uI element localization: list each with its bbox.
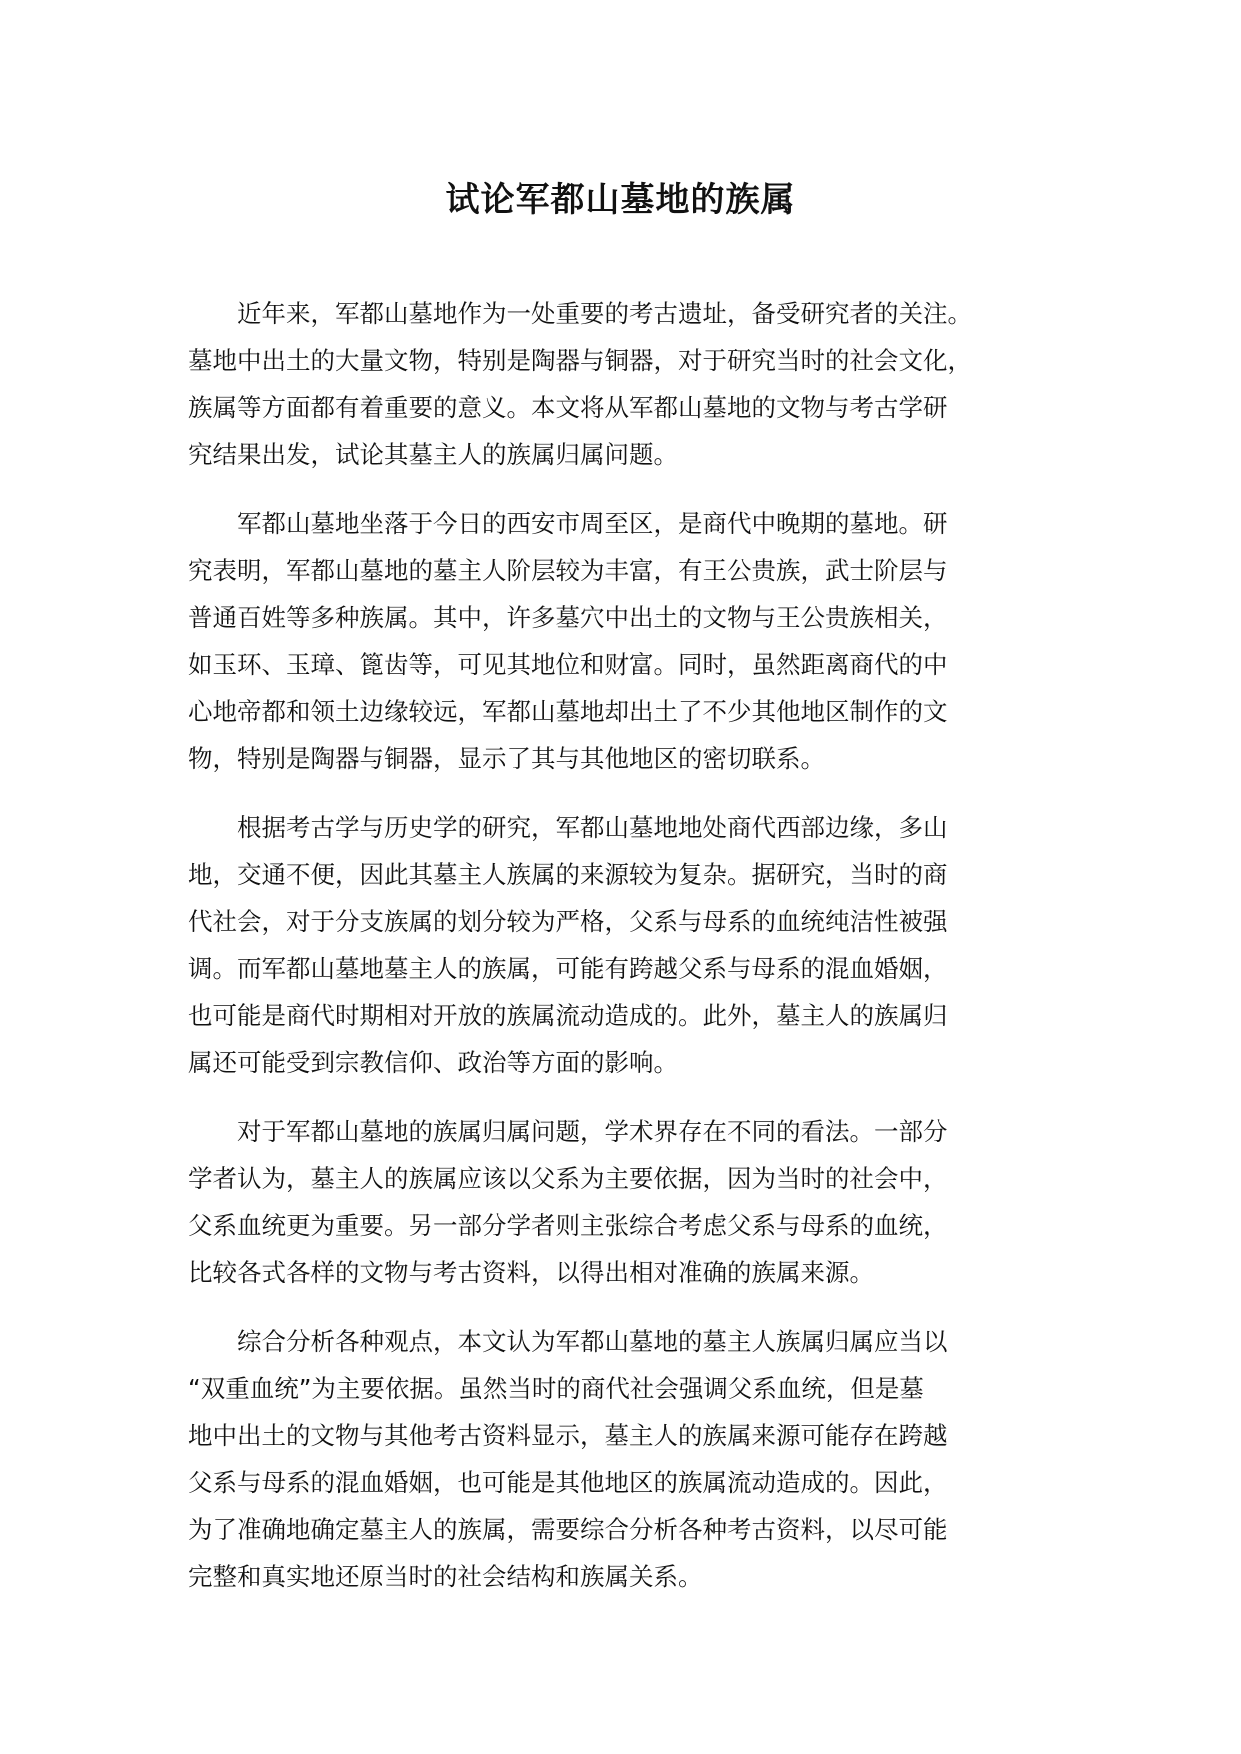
paragraph-line: 心地帝都和领土边缘较远，军都山墓地却出土了不少其他地区制作的文 bbox=[188, 697, 948, 726]
paragraph-line: 父系与母系的混血婚姻，也可能是其他地区的族属流动造成的。因此， bbox=[188, 1468, 948, 1497]
paragraph-line: 完整和真实地还原当时的社会结构和族属关系。 bbox=[188, 1562, 703, 1591]
paragraph bbox=[188, 1318, 1068, 1600]
paragraph-line: 地中出土的文物与其他考古资料显示，墓主人的族属来源可能存在跨越 bbox=[188, 1421, 948, 1450]
paragraph bbox=[188, 500, 1068, 782]
paragraph bbox=[188, 1108, 1068, 1296]
paragraph-line: 物，特别是陶器与铜器，显示了其与其他地区的密切联系。 bbox=[188, 744, 825, 773]
paragraph-line: 调。而军都山墓地墓主人的族属，可能有跨越父系与母系的混血婚姻， bbox=[188, 954, 948, 983]
paragraph-line: 地，交通不便，因此其墓主人族属的来源较为复杂。据研究，当时的商 bbox=[188, 860, 948, 889]
paragraph-line: 综合分析各种观点，本文认为军都山墓地的墓主人族属归属应当以 bbox=[237, 1327, 948, 1356]
paragraph-line: 父系血统更为重要。另一部分学者则主张综合考虑父系与母系的血统， bbox=[188, 1211, 948, 1240]
document-title: 试论军都山墓地的族属 bbox=[445, 180, 796, 220]
paragraph-line: 根据考古学与历史学的研究，军都山墓地地处商代西部边缘，多山 bbox=[237, 813, 948, 842]
paragraph-line: “双重血统”为主要依据。虽然当时的商代社会强调父系血统，但是墓 bbox=[188, 1374, 924, 1403]
paragraph-line: 军都山墓地坐落于今日的西安市周至区，是商代中晚期的墓地。研 bbox=[237, 509, 948, 538]
paragraph-line: 墓地中出土的大量文物，特别是陶器与铜器，对于研究当时的社会文化， bbox=[188, 346, 972, 375]
paragraph-line: 对于军都山墓地的族属归属问题，学术界存在不同的看法。一部分 bbox=[237, 1117, 948, 1146]
paragraph-line: 普通百姓等多种族属。其中，许多墓穴中出土的文物与王公贵族相关， bbox=[188, 603, 948, 632]
paragraph-line: 如玉环、玉璋、篦齿等，可见其地位和财富。同时，虽然距离商代的中 bbox=[188, 650, 948, 679]
paragraph bbox=[188, 290, 1068, 478]
paragraph-line: 族属等方面都有着重要的意义。本文将从军都山墓地的文物与考古学研 bbox=[188, 393, 948, 422]
paragraph-line: 究表明，军都山墓地的墓主人阶层较为丰富，有王公贵族，武士阶层与 bbox=[188, 556, 948, 585]
paragraph-line: 学者认为，墓主人的族属应该以父系为主要依据，因为当时的社会中， bbox=[188, 1164, 948, 1193]
paragraph-line: 近年来，军都山墓地作为一处重要的考古遗址，备受研究者的关注。 bbox=[237, 299, 972, 328]
paragraph bbox=[188, 804, 1068, 1086]
paragraph-line: 属还可能受到宗教信仰、政治等方面的影响。 bbox=[188, 1048, 678, 1077]
paragraph-line: 比较各式各样的文物与考古资料，以得出相对准确的族属来源。 bbox=[188, 1258, 874, 1287]
paragraph-line: 也可能是商代时期相对开放的族属流动造成的。此外，墓主人的族属归 bbox=[188, 1001, 948, 1030]
paragraph-line: 代社会，对于分支族属的划分较为严格，父系与母系的血统纯洁性被强 bbox=[188, 907, 948, 936]
paragraph-line: 究结果出发，试论其墓主人的族属归属问题。 bbox=[188, 440, 678, 469]
document-body bbox=[188, 290, 1068, 1622]
paragraph-line: 为了准确地确定墓主人的族属，需要综合分析各种考古资料，以尽可能 bbox=[188, 1515, 948, 1544]
